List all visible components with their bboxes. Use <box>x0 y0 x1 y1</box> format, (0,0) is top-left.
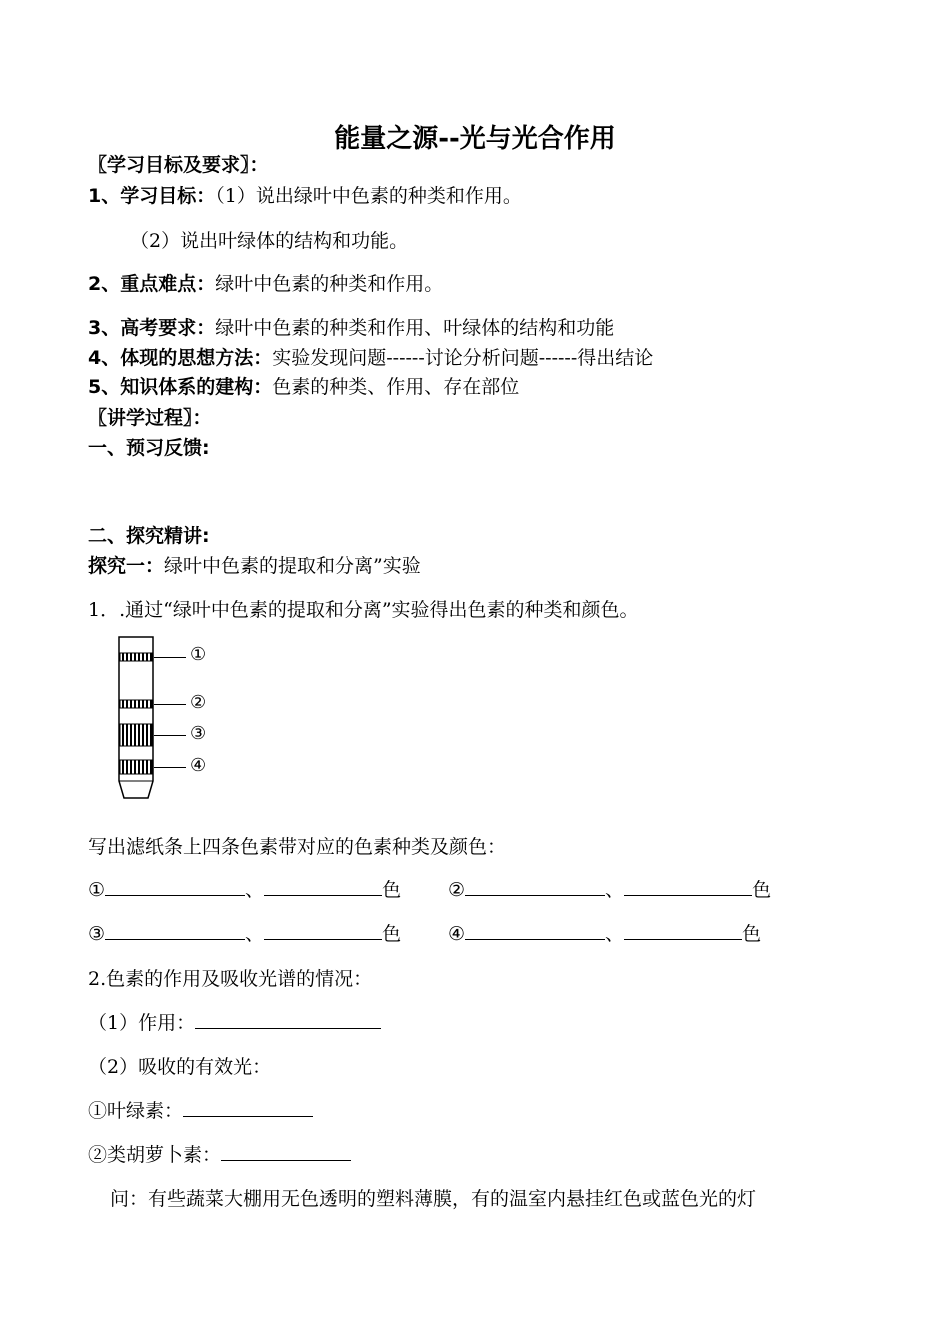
color-suffix: 色 <box>382 879 402 901</box>
fill-blank[interactable] <box>465 921 605 940</box>
question-2-1-label: （1）作用： <box>88 1012 196 1034</box>
fill-marker-2: ② <box>448 879 466 901</box>
chlorophyll-blank[interactable] <box>183 1098 313 1117</box>
fill-blank[interactable] <box>624 921 742 940</box>
fill-blank[interactable] <box>624 877 752 896</box>
fill-marker-1: ① <box>88 879 106 901</box>
part-1-heading: 一、预习反馈: <box>88 437 210 459</box>
carotenoid-label: ②类胡萝卜素： <box>88 1144 222 1166</box>
explore-1-text: 绿叶中色素的提取和分离”实验 <box>164 555 421 577</box>
fill-blank[interactable] <box>105 921 245 940</box>
band-marker-1: ① <box>190 644 207 665</box>
chromatography-strip-diagram <box>118 636 154 800</box>
page-title: 能量之源--光与光合作用 <box>334 124 616 154</box>
explore-1 <box>88 553 421 579</box>
fill-blank[interactable] <box>465 877 605 896</box>
section-process-heading: 〖讲学过程〗： <box>88 407 212 429</box>
question-2-b <box>88 1142 351 1168</box>
explore-1-label: 探究一： <box>88 555 165 577</box>
leader-line-2 <box>154 704 186 705</box>
leader-line-3 <box>154 735 186 736</box>
carotenoid-blank[interactable] <box>221 1142 351 1161</box>
color-suffix: 色 <box>752 879 772 901</box>
fill-row-1-2 <box>88 877 401 903</box>
goal-3-text: 绿叶中色素的种类和作用、叶绿体的结构和功能 <box>215 317 615 339</box>
goal-1-label: 1、学习目标： <box>88 185 216 207</box>
goal-5-text: 色素的种类、作用、存在部位 <box>272 376 520 398</box>
goal-2-label: 2、重点难点： <box>88 273 216 295</box>
goal-3 <box>88 315 614 341</box>
fill-blank[interactable] <box>264 877 382 896</box>
color-suffix: 色 <box>382 923 402 945</box>
color-suffix: 色 <box>742 923 762 945</box>
goal-2-text: 绿叶中色素的种类和作用。 <box>215 273 444 295</box>
question-2-1 <box>88 1010 381 1036</box>
goal-4 <box>88 345 653 371</box>
pigment-band-2 <box>120 700 152 708</box>
goal-3-label: 3、高考要求： <box>88 317 216 339</box>
separator: 、 <box>245 879 265 901</box>
fill-row-4 <box>448 921 761 947</box>
question-text: 问：有些蔬菜大棚用无色透明的塑料薄膜，有的温室内悬挂红色或蓝色光的灯 <box>110 1188 757 1210</box>
fill-marker-3: ③ <box>88 923 106 945</box>
fill-marker-4: ④ <box>448 923 466 945</box>
pigment-band-4 <box>120 760 152 774</box>
band-marker-3: ③ <box>190 723 207 744</box>
part-2-heading: 二、探究精讲: <box>88 525 210 547</box>
section-goals-heading: 〖学习目标及要求〗： <box>88 154 269 176</box>
goal-1 <box>88 183 522 209</box>
goal-5-label: 5、知识体系的建构： <box>88 376 273 398</box>
goal-1-text-2: （2）说出叶绿体的结构和功能。 <box>130 230 409 252</box>
leader-line-4 <box>154 767 186 768</box>
goal-4-label: 4、体现的思想方法： <box>88 347 273 369</box>
band-marker-2: ② <box>190 692 207 713</box>
separator: 、 <box>605 879 625 901</box>
chlorophyll-label: ①叶绿素： <box>88 1100 184 1122</box>
fill-row-2 <box>448 877 771 903</box>
goal-4-text: 实验发现问题------讨论分析问题------得出结论 <box>272 347 654 369</box>
fill-row-3 <box>88 921 401 947</box>
band-marker-4: ④ <box>190 755 207 776</box>
function-blank[interactable] <box>195 1010 381 1029</box>
question-1-prompt: 写出滤纸条上四条色素带对应的色素种类及颜色： <box>88 836 507 858</box>
question-2: 2.色素的作用及吸收光谱的情况： <box>88 968 373 990</box>
question-2-a <box>88 1098 313 1124</box>
goal-2 <box>88 271 443 297</box>
goal-1-text: （1）说出绿叶中色素的种类和作用。 <box>215 185 522 207</box>
question-1: 1．.通过“绿叶中色素的提取和分离”实验得出色素的种类和颜色。 <box>88 599 639 621</box>
leader-line-1 <box>154 657 186 658</box>
question-2-2: （2）吸收的有效光： <box>88 1056 272 1078</box>
pigment-band-3 <box>120 724 152 746</box>
goal-5 <box>88 374 519 400</box>
fill-blank[interactable] <box>105 877 245 896</box>
fill-blank[interactable] <box>264 921 382 940</box>
separator: 、 <box>245 923 265 945</box>
separator: 、 <box>605 923 625 945</box>
pigment-band-1 <box>120 653 152 661</box>
